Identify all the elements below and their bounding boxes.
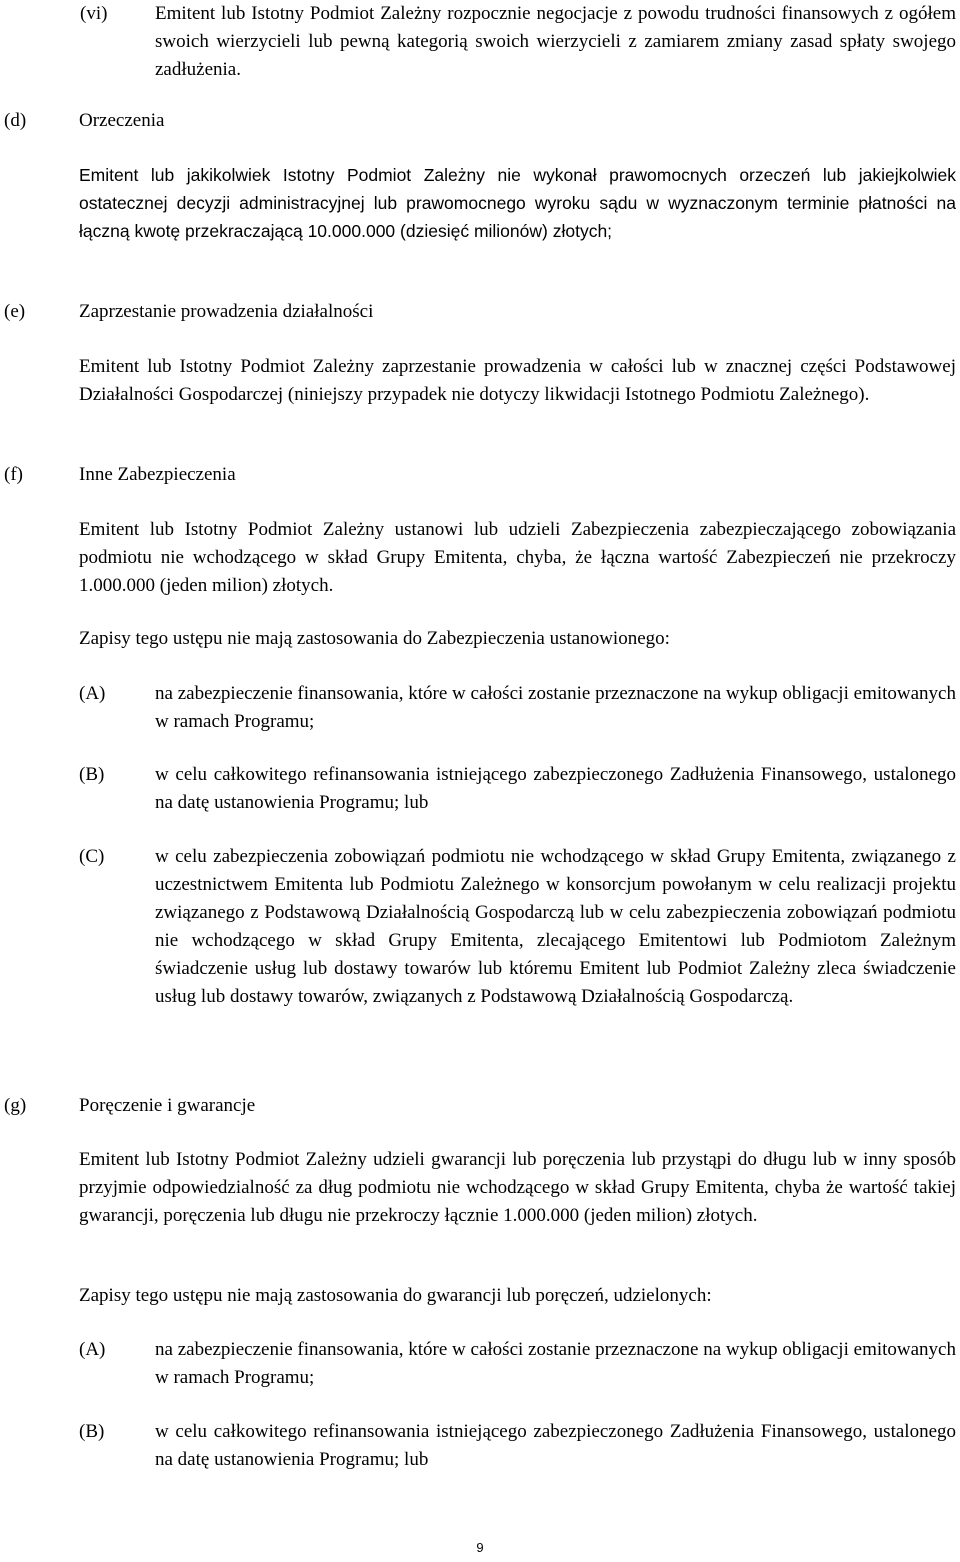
- section-f-item-c-text: w celu zabezpieczenia zobowiązań podmiotu nie wchodzącego w skład Grupy Emitenta, związanego z uczestnictwem Emitenta lub Podmiotu Zależnego w konsorcjum powołanym w celu realizacji projektu związanego z Podstawową Działalnością Gospodarczą lub w celu zabezpieczenia zobowiązań podmiotu nie wchodzącego w skład Grupy Emitenta, zlecającego Emitentowi lub Podmiotom Zależnym świadczenie usług lub dostawy towarów lub któremu Emitent lub Podmiot Zależny zleca świadczenie usług lub dostawy towarów, związanych z Podstawową Działalnością Gospodarczą.: [155, 846, 956, 1007]
- section-g-item-a-text: na zabezpieczenie finansowania, które w całości zostanie przeznaczone na wykup obligacji emitowanych w ramach Programu;: [155, 1339, 956, 1388]
- section-f-item-a-label: (A): [79, 683, 106, 704]
- section-g-item-a-label: (A): [79, 1339, 106, 1360]
- section-g-item-b-text: w celu całkowitego refinansowania istniejącego zabezpieczonego Zadłużenia Finansowego, ustalonego na datę ustanowienia Programu; lub: [155, 1421, 956, 1470]
- section-vi-text: Emitent lub Istotny Podmiot Zależny rozpocznie negocjacje z powodu trudności finansowych z ogółem swoich wierzycieli lub pewną kategorią swoich wierzycieli z zamiarem zmiany zasad spłaty swojego zadłużenia.: [155, 3, 956, 80]
- section-g-label: (g): [4, 1095, 27, 1116]
- section-f-item-b-text: w celu całkowitego refinansowania istniejącego zabezpieczonego Zadłużenia Finansowego, ustalonego na datę ustanowienia Programu; lub: [155, 764, 956, 813]
- section-f-intro: Zapisy tego ustępu nie mają zastosowania do Zabezpieczenia ustanowionego:: [79, 628, 670, 649]
- section-d-heading: Orzeczenia: [79, 110, 165, 131]
- section-f-text: Emitent lub Istotny Podmiot Zależny ustanowi lub udzieli Zabezpieczenia zabezpieczającego zobowiązania podmiotu nie wchodzącego w skład Grupy Emitenta, chyba, że łączna wartość Zabezpieczeń nie przekroczy 1.000.000 (jeden milion) złotych.: [79, 519, 956, 596]
- section-d-text: Emitent lub jakikolwiek Istotny Podmiot Zależny nie wykonał prawomocnych orzeczeń lub jakiejkolwiek ostatecznej decyzji administracyjnej lub prawomocnego wyroku sądu w wyznaczonym terminie płatności na łączną kwotę przekraczającą 10.000.000 (dziesięć milionów) złotych;: [79, 165, 956, 241]
- section-g-text: Emitent lub Istotny Podmiot Zależny udzieli gwarancji lub poręczenia lub przystąpi do długu lub w inny sposób przyjmie odpowiedzialność za dług podmiotu nie wchodzącego w skład Grupy Emitenta, chyba że wartość takiej gwarancji, poręczenia lub długu nie przekroczy łącznie 1.000.000 (jeden milion) złotych.: [79, 1149, 956, 1226]
- section-vi-label: (vi): [80, 3, 108, 24]
- section-e-label: (e): [4, 301, 26, 322]
- section-g-intro: Zapisy tego ustępu nie mają zastosowania do gwarancji lub poręczeń, udzielonych:: [79, 1285, 712, 1306]
- section-g-heading: Poręczenie i gwarancje: [79, 1095, 256, 1116]
- section-f-item-c-label: (C): [79, 846, 105, 867]
- section-e-text: Emitent lub Istotny Podmiot Zależny zaprzestanie prowadzenia w całości lub w znacznej części Podstawowej Działalności Gospodarczej (niniejszy przypadek nie dotyczy likwidacji Istotnego Podmiotu Zależnego).: [79, 356, 956, 405]
- section-f-item-a-text: na zabezpieczenie finansowania, które w całości zostanie przeznaczone na wykup obligacji emitowanych w ramach Programu;: [155, 683, 956, 732]
- page-number: 9: [476, 1540, 484, 1555]
- section-f-heading: Inne Zabezpieczenia: [79, 464, 236, 485]
- section-g-item-b-label: (B): [79, 1421, 105, 1442]
- section-e-heading: Zaprzestanie prowadzenia działalności: [79, 301, 374, 322]
- section-f-label: (f): [4, 464, 23, 485]
- section-f-item-b-label: (B): [79, 764, 105, 785]
- section-d-label: (d): [4, 110, 27, 131]
